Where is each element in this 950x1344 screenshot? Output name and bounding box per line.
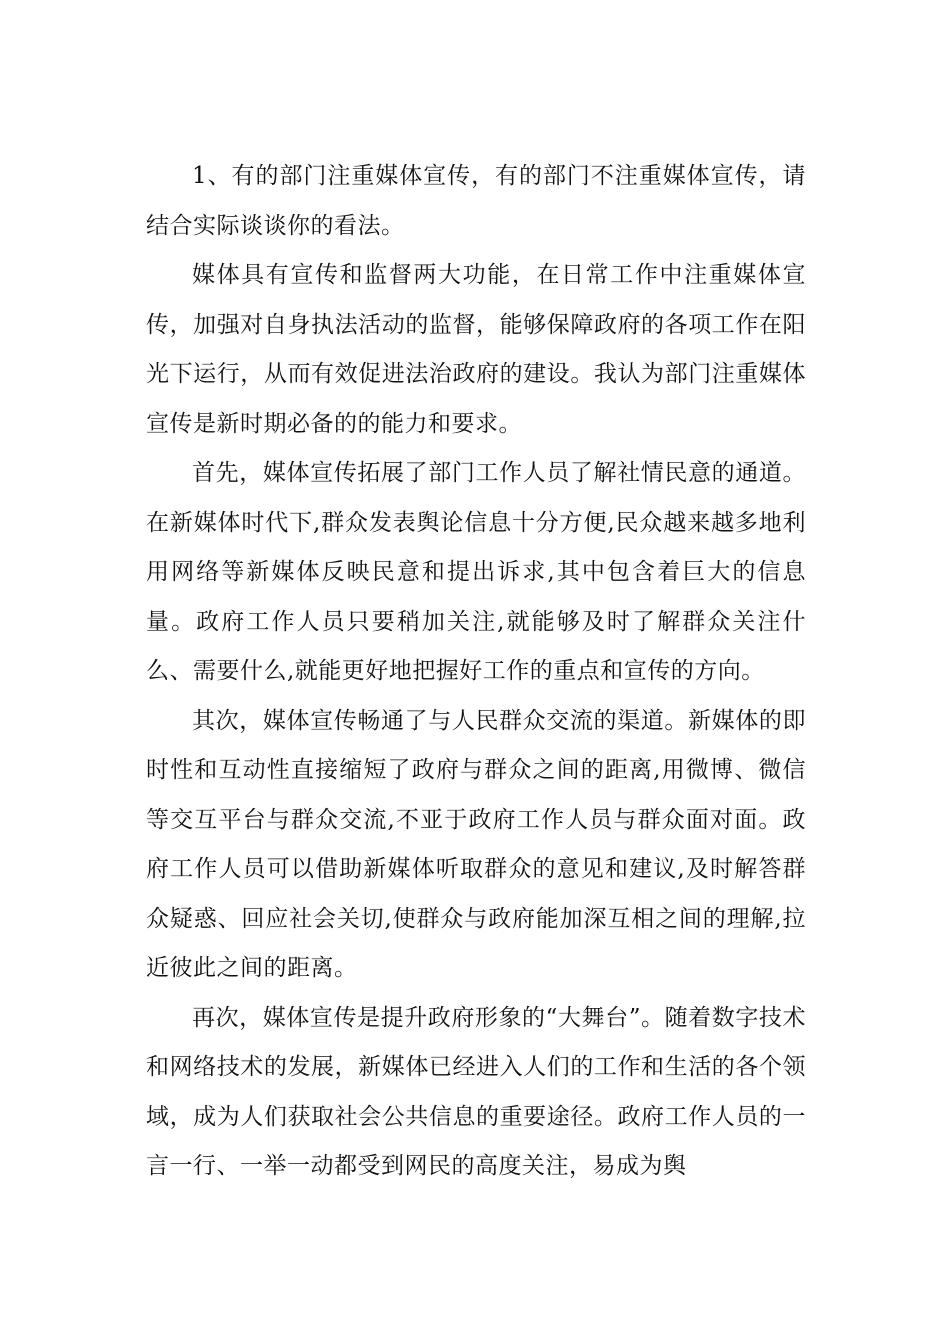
intro-paragraph: 媒体具有宣传和监督两大功能，在日常工作中注重媒体宣传，加强对自身执法活动的监督，能够保障政府的各项工作在阳光下运行，从而有效促进法治政府的建设。我认为部门注重媒体宣传是新时期必备的的能力和要求。	[146, 262, 806, 437]
document-body	[146, 152, 806, 1192]
first-point-paragraph: 首先，媒体宣传拓展了部门工作人员了解社情民意的通道。在新媒体时代下,群众发表舆论信息十分方便,民众越来越多地利用网络等新媒体反映民意和提出诉求,其中包含着巨大的信息量。政府工作人员只要稍加关注,就能够及时了解群众关注什么、需要什么,就能更好地把握好工作的重点和宣传的方向。	[146, 460, 806, 684]
question-paragraph: 1、有的部门注重媒体宣传，有的部门不注重媒体宣传，请结合实际谈谈你的看法。	[146, 163, 806, 239]
second-point-paragraph: 其次，媒体宣传畅通了与人民群众交流的渠道。新媒体的即时性和互动性直接缩短了政府与群众之间的距离,用微博、微信等交互平台与群众交流,不亚于政府工作人员与群众面对面。政府工作人员可以借助新媒体听取群众的意见和建议,及时解答群众疑惑、回应社会关切,使群众与政府能加深互相之间的理解,拉近彼此之间的距离。	[146, 707, 806, 981]
third-point-paragraph: 再次，媒体宣传是提升政府形象的“大舞台”。随着数字技术和网络技术的发展，新媒体已经进入人们的工作和生活的各个领域，成为人们获取社会公共信息的重要途径。政府工作人员的一言一行、一举一动都受到网民的高度关注，易成为舆	[146, 1004, 806, 1179]
